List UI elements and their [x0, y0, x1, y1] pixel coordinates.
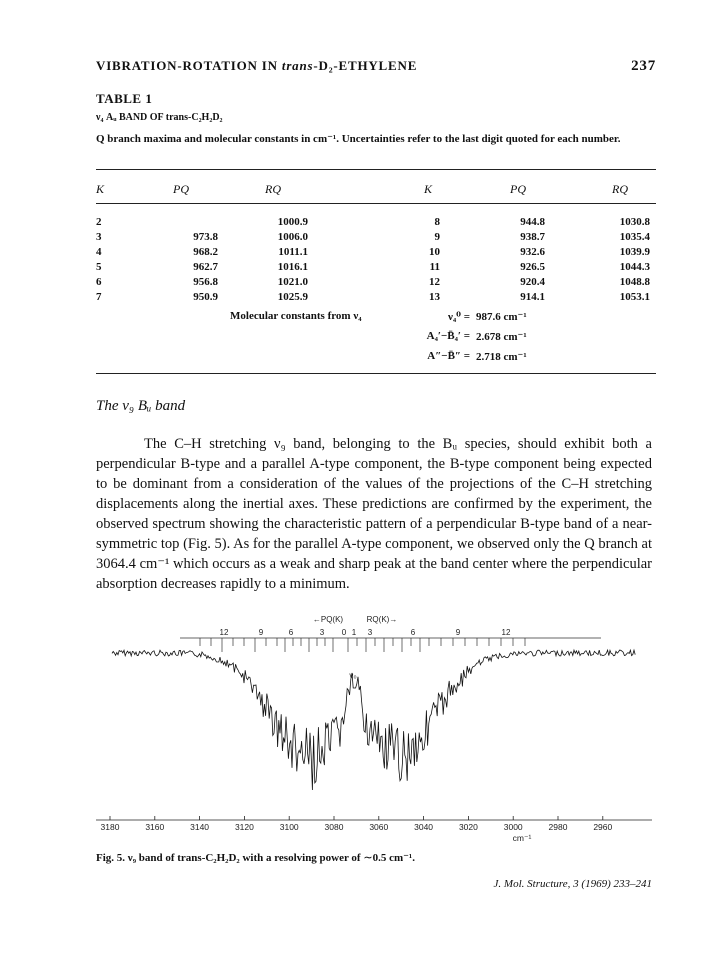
table-cell-rq: 1035.4 — [619, 231, 650, 243]
table-cell-k: 3 — [96, 231, 102, 243]
k-label-left-6: 6 — [288, 628, 294, 637]
table-header-k-left: K — [96, 182, 105, 196]
table-cell-k: 4 — [96, 246, 102, 258]
k-label-center-0: 0 — [341, 628, 347, 637]
table-cell-rq: 1044.3 — [619, 261, 650, 273]
x-tick-label: 3140 — [190, 822, 210, 832]
k-label-left-9: 9 — [258, 628, 264, 637]
spectrum-figure — [96, 608, 652, 844]
table-header-rq-right: RQ — [612, 182, 628, 196]
table-cell-k: 9 — [434, 231, 440, 243]
x-tick-label: 3160 — [145, 822, 165, 832]
table-cell-pq: 932.6 — [520, 246, 545, 258]
table-cell-k: 7 — [96, 291, 102, 303]
table-cell-rq: 1025.9 — [277, 291, 308, 303]
table-cell-pq: 920.4 — [520, 276, 545, 288]
table-cell-rq: 1006.0 — [277, 231, 308, 243]
x-tick-label: 3040 — [414, 822, 434, 832]
table-cell-rq: 1000.9 — [277, 216, 308, 228]
table-label: TABLE 1 — [96, 91, 153, 106]
running-head-title-pre: VIBRATION-ROTATION IN — [96, 58, 282, 73]
x-tick-label: 3180 — [100, 822, 120, 832]
k-label-right-3: 3 — [367, 628, 373, 637]
table-cell-k: 5 — [96, 261, 102, 273]
constant-value-a4-b4: 2.678 cm⁻¹ — [476, 331, 527, 343]
table-caption: Q branch maxima and molecular constants in cm⁻¹. Uncertainties refer to the last digit quoted for each number. — [96, 133, 621, 145]
x-tick-label: 3120 — [234, 822, 254, 832]
table-cell-pq: 914.1 — [520, 291, 545, 303]
table-cell-k: 6 — [96, 276, 102, 288]
table-top-rule — [96, 169, 656, 170]
figure-caption: Fig. 5. ν₉ band of trans-C₂H₂D₂ with a resolving power of ∼0.5 cm⁻¹. — [96, 852, 415, 864]
running-head-title-italic: trans — [281, 58, 314, 73]
table-cell-k: 8 — [434, 216, 440, 228]
table-cell-rq: 1016.1 — [277, 261, 308, 273]
table-cell-k: 2 — [96, 216, 102, 228]
branch-label-rq: RQ(K)→ — [366, 615, 398, 624]
table-cell-rq: 1039.9 — [619, 246, 650, 258]
table-cell-rq: 1053.1 — [619, 291, 650, 303]
table-cell-k: 13 — [429, 291, 440, 303]
running-head-title-post: -D₂-ETHYLENE — [313, 58, 418, 73]
constant-value-nu0: 987.6 cm⁻¹ — [476, 311, 527, 323]
table-header-k-right: K — [424, 182, 433, 196]
x-tick-label: 3080 — [324, 822, 344, 832]
table-header-rule — [96, 203, 656, 204]
x-tick-label: 3000 — [503, 822, 523, 832]
x-tick-label: 3060 — [369, 822, 389, 832]
table-cell-pq: 973.8 — [193, 231, 218, 243]
table-header-pq-left: PQ — [173, 182, 189, 196]
table-cell-k: 10 — [429, 246, 440, 258]
running-head — [96, 58, 656, 74]
k-label-right-6: 6 — [410, 628, 416, 637]
table-cell-pq: 938.7 — [520, 231, 545, 243]
branch-label-pq: ←PQ(K) — [312, 615, 344, 624]
table-cell-pq: 956.8 — [193, 276, 218, 288]
x-tick-label: 2980 — [548, 822, 568, 832]
k-assignment-ticks — [200, 638, 525, 652]
k-label-center-1: 1 — [351, 628, 357, 637]
x-tick-label: 3100 — [279, 822, 299, 832]
section-heading: The ν₉ Bᵤ band — [96, 398, 186, 414]
table-header-rq-left: RQ — [265, 182, 281, 196]
body-paragraph — [96, 434, 652, 594]
table-cell-pq: 944.8 — [520, 216, 545, 228]
k-label-left-3: 3 — [319, 628, 325, 637]
constant-symbol-a4-b4: A₄′−B̄₄′ = — [426, 330, 470, 342]
table-cell-pq: 926.5 — [520, 261, 545, 273]
table-cell-rq: 1011.1 — [278, 246, 308, 258]
table-header-pq-right: PQ — [510, 182, 526, 196]
x-tick-label: 2960 — [593, 822, 613, 832]
table-cell-rq: 1048.8 — [619, 276, 650, 288]
k-label-right-9: 9 — [455, 628, 461, 637]
spectrum-trace — [112, 650, 635, 790]
table-cell-pq: 962.7 — [193, 261, 218, 273]
constants-label: Molecular constants from ν₄ — [230, 310, 362, 322]
table-cell-k: 11 — [429, 261, 440, 273]
journal-reference: J. Mol. Structure, 3 (1969) 233–241 — [493, 878, 652, 890]
page-number: 237 — [631, 58, 656, 74]
constant-symbol-nu0: ν₄⁰ = — [447, 311, 470, 323]
body-paragraph-text: The C–H stretching ν₉ band, belonging to the Bᵤ species, should exhibit both a perpendicular B-type and a parallel A-type component, the B-type component being expected to be dominant from a consideration of the values of the projections of the C–H stretching displacements along the inertial axes. These predictions are confirmed by the experiment, the observed spectrum showing the characteristic pattern of a perpendicular B-type band of a near-symmetric top (Fig. 5). As for the parallel A-type component, we observed only the Q branch at 3064.4 cm⁻¹ which occurs as a weak and sharp peak at the band center where the perpendicular absorption decreases rapidly to a minimum. — [96, 436, 652, 592]
k-label-left-12: 12 — [219, 628, 229, 637]
x-axis — [101, 816, 613, 832]
x-axis-unit: cm⁻¹ — [512, 833, 532, 843]
constant-symbol-a2-b2: A″−B̄″ = — [427, 350, 470, 362]
table-cell-rq: 1021.0 — [277, 276, 308, 288]
table-title: ν₄ Aᵤ BAND OF trans-C₂H₂D₂ — [96, 112, 223, 123]
table-cell-k: 12 — [429, 276, 440, 288]
band-center-label: ν₀ — [349, 671, 357, 680]
k-label-right-12: 12 — [501, 628, 511, 637]
table-cell-pq: 968.2 — [193, 246, 218, 258]
table-cell-rq: 1030.8 — [619, 216, 650, 228]
constant-value-a2-b2: 2.718 cm⁻¹ — [476, 351, 527, 363]
table-bottom-rule — [96, 373, 656, 374]
x-tick-label: 3020 — [458, 822, 478, 832]
table-cell-pq: 950.9 — [193, 291, 218, 303]
